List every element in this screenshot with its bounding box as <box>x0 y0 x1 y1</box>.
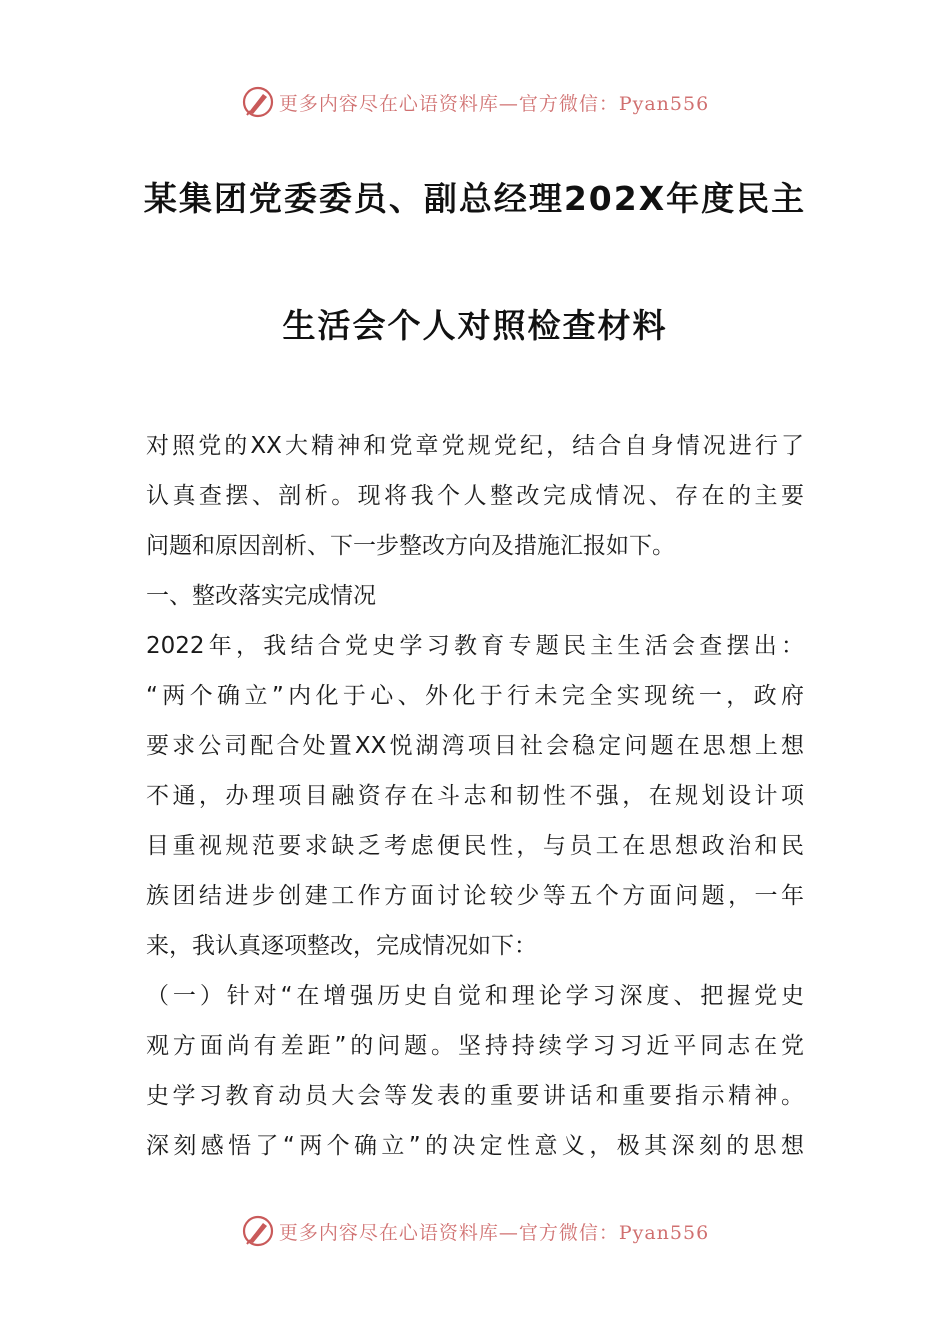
body-line-1: 对照党的XX大精神和党章党规党纪，结合自身情况进行了 <box>146 433 804 459</box>
body-line-12: （一）针对“在增强历史自觉和理论学习深度、把握党史 <box>146 983 804 1009</box>
watermark-header <box>0 82 950 122</box>
document-title-line-2: 生活会个人对照检查材料 <box>282 306 668 345</box>
body-line-3: 问题和原因剖析、下一步整改方向及措施汇报如下。 <box>146 533 675 559</box>
document-title-line-1: 某集团党委委员、副总经理202X年度民主 <box>143 179 807 218</box>
body-line-5: 2022年，我结合党史学习教育专题民主生活会查摆出： <box>146 633 804 659</box>
body-line-10: 族团结进步创建工作方面讨论较少等五个方面问题，一年 <box>146 883 804 909</box>
body-line-9: 目重视规范要求缺乏考虑便民性，与员工在思想政治和民 <box>146 833 804 859</box>
watermark-footer <box>0 1211 950 1251</box>
body-line-15: 深刻感悟了“两个确立”的决定性意义，极其深刻的思想 <box>146 1133 804 1159</box>
body-line-14: 史学习教育动员大会等发表的重要讲话和重要指示精神。 <box>146 1083 804 1109</box>
section-heading: 一、整改落实完成情况 <box>146 583 376 609</box>
body-line-8: 不通，办理项目融资存在斗志和韧性不强，在规划设计项 <box>146 783 804 809</box>
body-line-6: “两个确立”内化于心、外化于行未完全实现统一，政府 <box>146 683 804 709</box>
watermark-text: 更多内容尽在心语资料库—官方微信：Pyan556 <box>278 92 710 115</box>
body-line-11: 来，我认真逐项整改，完成情况如下： <box>146 933 537 959</box>
body-line-13: 观方面尚有差距”的问题。坚持持续学习习近平同志在党 <box>146 1033 804 1059</box>
quill-pen-logo-icon <box>241 85 275 119</box>
watermark-text: 更多内容尽在心语资料库—官方微信：Pyan556 <box>278 1221 710 1244</box>
body-line-2: 认真查摆、剖析。现将我个人整改完成情况、存在的主要 <box>146 483 804 509</box>
body-line-7: 要求公司配合处置XX悦湖湾项目社会稳定问题在思想上想 <box>146 733 804 759</box>
quill-pen-logo-icon <box>241 1214 275 1248</box>
